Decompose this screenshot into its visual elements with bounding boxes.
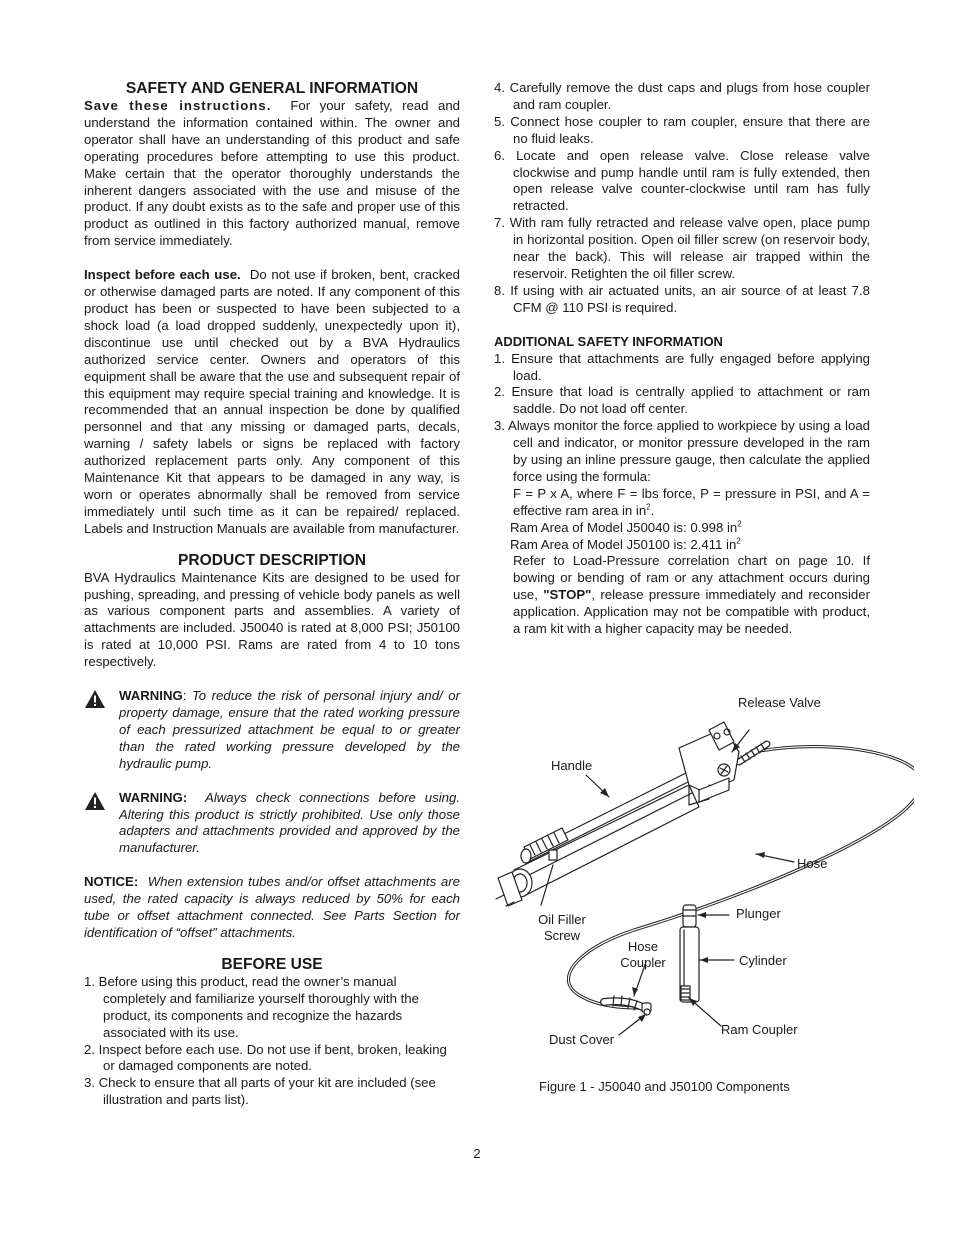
list-item: 1. Ensure that attachments are fully engaged before applying load.: [494, 350, 870, 383]
ram-area-1-text: Ram Area of Model J50040 is: 0.998 in: [510, 519, 738, 535]
warning-triangle-icon: [84, 689, 106, 709]
label-hose-coupler-line-2: Coupler: [620, 955, 666, 970]
label-hose: Hose: [797, 856, 828, 871]
list-item: 2. Ensure that load is centrally applied to attachment or ram saddle. Do not load off center.: [494, 384, 870, 417]
additional-safety-heading: ADDITIONAL SAFETY INFORMATION: [494, 333, 723, 349]
stop-emphasis: "STOP": [543, 587, 592, 603]
warning-triangle-icon: [84, 791, 106, 811]
formula-superscript: 2: [646, 502, 651, 512]
label-oil-filler-screw: [536, 912, 588, 944]
before-use-list: [84, 974, 460, 1109]
page-number: 2: [473, 1146, 481, 1161]
hose-coil: [739, 744, 767, 762]
ram-area-1-superscript: 2: [737, 519, 742, 529]
label-hose-coupler-line-1: Hose: [627, 939, 659, 954]
label-oil-filler-line-2: Screw: [543, 928, 581, 943]
figure-caption: Figure 1 - J50040 and J50100 Components: [539, 1079, 790, 1094]
label-ram-coupler: Ram Coupler: [721, 1022, 798, 1037]
notice-label: NOTICE:: [84, 874, 139, 890]
label-dust-cover: Dust Cover: [549, 1032, 615, 1047]
inspect-lead: Inspect before each use.: [84, 267, 241, 283]
warning-block-1: [84, 688, 460, 773]
product-paragraph: [84, 570, 460, 671]
label-release-valve: Release Valve: [738, 695, 821, 710]
refer-paragraph: [494, 553, 870, 638]
list-item: 7. With ram fully retracted and release valve open, place pump in horizontal position. Open oil filler screw (on reservoir body, near the back). This will release air trapped within the reservoir. Retighten the oil filler screw.: [494, 215, 870, 281]
warning-1-label: WARNING: [119, 688, 183, 704]
ram-area-j50040: [494, 520, 870, 537]
label-cylinder: Cylinder: [739, 953, 787, 968]
list-item: 6. Locate and open release valve. Close release valve clockwise and pump handle until ram is fully extended, then open release valve counter-clockwise until ram has fully retracted.: [494, 147, 870, 214]
refer-text-2: , release pressure immediately and reconsider application. Application may not be compatible with product, a ram kit with a higher capacity may be needed.: [513, 587, 870, 637]
save-instructions-lead: Save these instructions.: [84, 98, 272, 113]
formula-end: .: [650, 502, 655, 518]
warning-2-label: WARNING:: [119, 789, 188, 805]
warning-1-separator: :: [182, 688, 187, 704]
ram-area-j50100: [494, 537, 870, 554]
refer-text-1: Refer to Load-Pressure correlation chart on page 10. If bowing or bending of ram or any attachment occurs during use,: [513, 553, 870, 603]
inspect-body-1: Do not use if broken, bent, cracked or otherwise damaged parts are noted. If any component of this product has been or suspected to have been subjected to a shock load (a load dropped suddenly, unexpectedly upon it), discontinue use until checked out by a: [84, 267, 460, 350]
warning-1-text: To reduce the risk of personal injury and/ or property damage, ensure that the rated working pressure of each pressurized attachment be equal to or greater than the rated working pressure developed by the hydraulic pump.: [119, 688, 460, 771]
notice-text: When extension tubes and/or offset attachments are used, the rated capacity is always reduced by 50% for each tube or offset attachment connected. See Parts Section for identification of “offset” attachments.: [84, 874, 460, 940]
list-item: 4. Carefully remove the dust caps and plugs from hose coupler and ram coupler.: [494, 80, 870, 112]
inspect-body-2: . Owners and operators of this equipment shall be aware that the use and subsequent repair of this equipment may require special training and knowledge. It is recommended that an annual inspection be done by qualified personnel and that any missing or damaged parts, decals, warning / safety labels or signs be replaced with factory authorized replacement parts only. Any component of this Maintenance Kit that appears to be damaged in any way, is worn or operates abnormally shall be removed from service immediately until such time as it can be repaired/ replaced. Labels and Instruction Manuals are available from manufacturer.: [84, 351, 461, 536]
safety-body: For your safety, read and understand the information contained within. The owner and operator shall have an understanding of this product and safe operating procedures before attempting to use this product. Make certain that the operator thoroughly understands the inherent dangers associated with the use and misuse of the product. If any doubt exists as to the safe and proper use of this product as outlined in this factory authorized manual, remove from service immediately.: [84, 98, 460, 249]
additional-safety-list: [494, 351, 870, 486]
pump-kit-illustration: [484, 690, 914, 1050]
inspect-paragraph: [84, 267, 460, 538]
safety-paragraph: [84, 98, 460, 250]
formula-line: [494, 486, 870, 520]
safety-heading: SAFETY AND GENERAL INFORMATION: [125, 80, 419, 97]
list-item: 1. Before using this product, read the owner’s manual completely and familiarize yourself thoroughly with the product, its components and recognize the hazards associated with its use.: [84, 973, 419, 1040]
label-hose-coupler: [616, 939, 670, 971]
list-item: 3. Check to ensure that all parts of your kit are included (see illustration and parts list).: [84, 1075, 436, 1108]
ram-area-2-text: Ram Area of Model J50100 is: 2.411 in: [510, 536, 737, 552]
warning-2-text: Always check connections before using. Altering this product is strictly prohibited. Use only those adapters and attachments provided and approved by the manufacturer.: [119, 789, 460, 856]
inspect-brand: BVA Hydraulics authorized service center: [84, 334, 460, 367]
right-column: [494, 80, 870, 638]
label-handle: Handle: [551, 758, 593, 773]
label-plunger: Plunger: [736, 906, 781, 921]
notice-paragraph: [84, 874, 460, 942]
list-item: 3. Always monitor the force applied to workpiece by using a load cell and indicator, or monitor pressure developed in the ram by using an inline pressure gauge, then calculate the applied force using the formula:: [494, 418, 870, 484]
before-use-heading: BEFORE USE: [221, 955, 323, 973]
ram-area-2-superscript: 2: [736, 536, 741, 546]
label-oil-filler-line-1: Oil Filler: [538, 912, 586, 927]
formula-text: F = P x A, where F = lbs force, P = pressure in PSI, and A = effective ram area in in: [513, 485, 870, 518]
warning-block-2: [84, 790, 460, 858]
list-item: 5. Connect hose coupler to ram coupler, ensure that there are no fluid leaks.: [494, 113, 870, 146]
product-body: Maintenance Kits are designed to be used for pushing, spreading, and pressing of vehicle body panels as well as various component parts and assemblies. A variety of attachments are included. J50040 is rated at 8,000 PSI; J50100 is rated at 10,000 PSI. Rams are rated from 4 to 10 tons respectively.: [84, 569, 460, 670]
ram-cylinder: [680, 905, 699, 1002]
list-item: 8. If using with air actuated units, an air source of at least 7.8 CFM @ 110 PSI is required.: [494, 282, 870, 315]
left-column: [84, 80, 460, 1109]
setup-steps-list: [494, 80, 870, 317]
product-brand: BVA Hydraulics: [84, 569, 176, 585]
list-item: 2. Inspect before each use. Do not use if bent, broken, leaking or damaged components are noted.: [84, 1041, 447, 1074]
product-heading: PRODUCT DESCRIPTION: [177, 551, 366, 569]
